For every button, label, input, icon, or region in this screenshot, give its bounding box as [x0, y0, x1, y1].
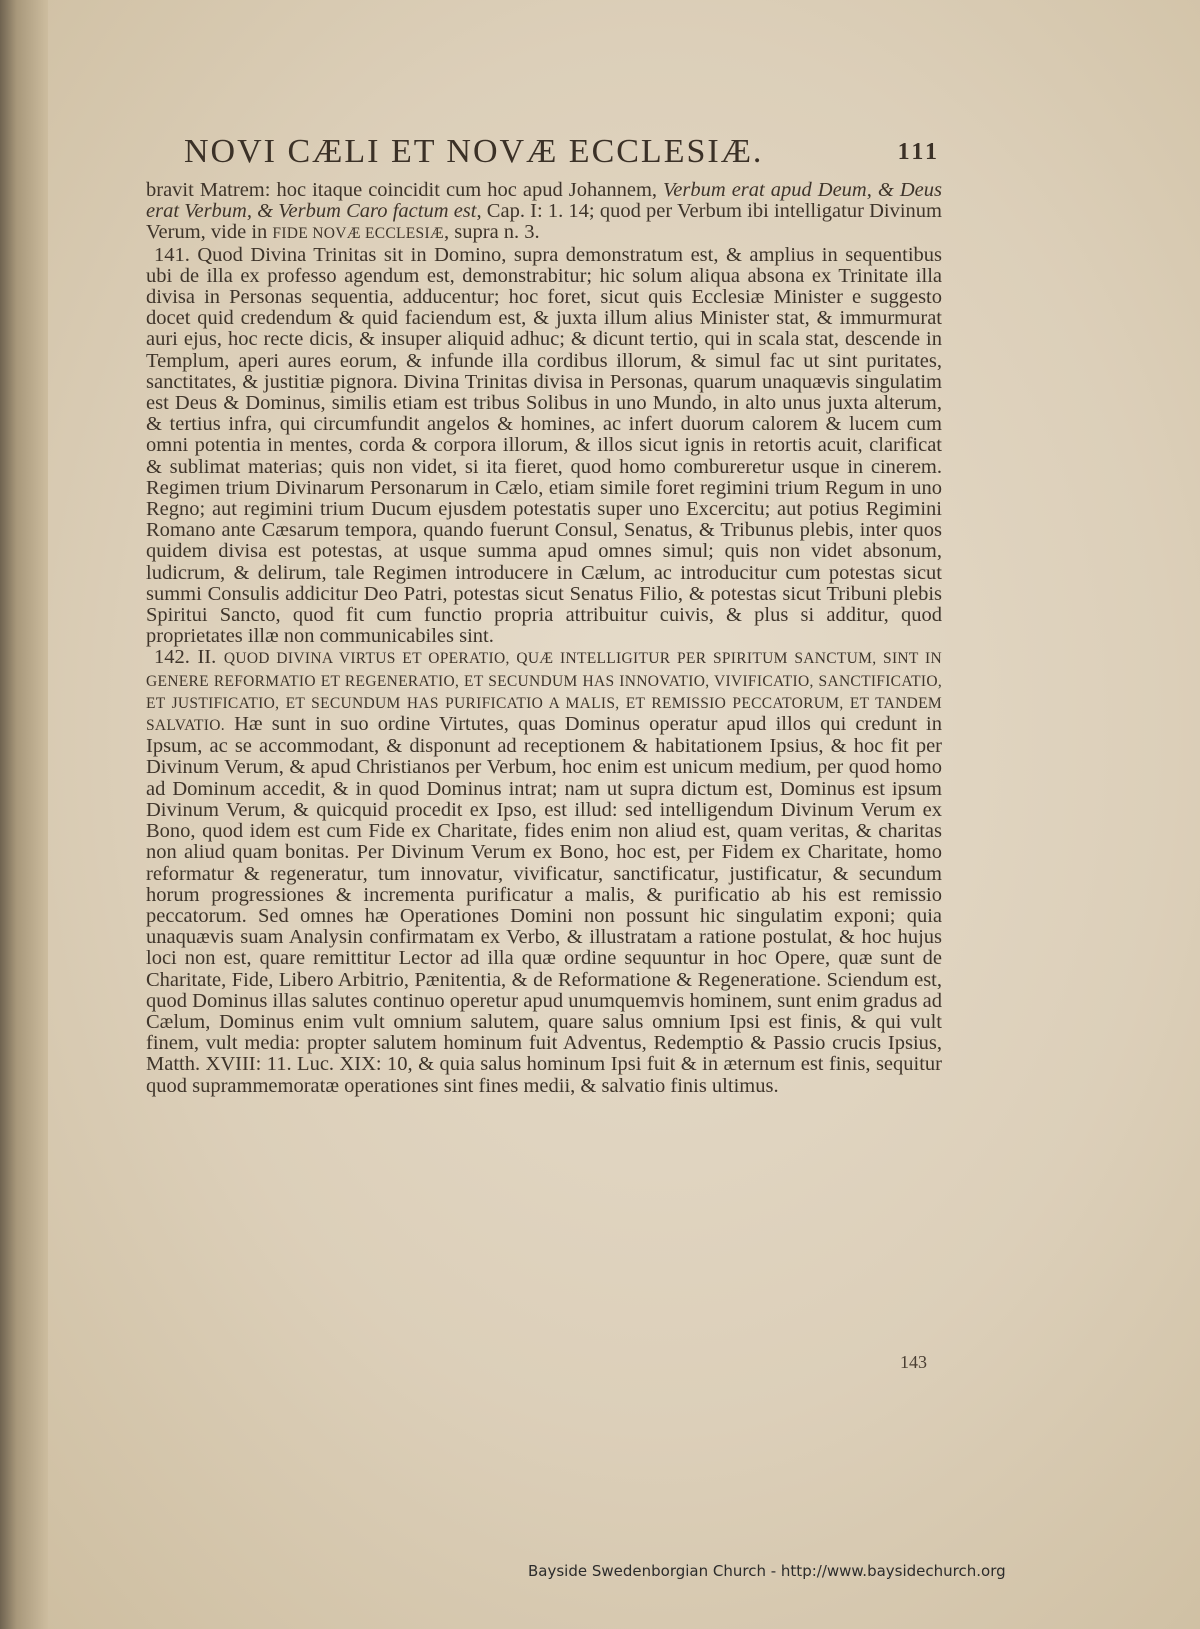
paragraph-141: 141. Quod Divina Trinitas sit in Domino, supra demonstratum est, & amplius in sequentibus ubi de illa ex professo agendum est, demonstrabitur; hic solum aliqua absona ex Trinitate illa divisa in Personas sequentia, adducentur; hoc foret, sicut quis Ecclesiæ Minister e suggesto docet quid credendum & quid faciendum est, & juxta illum alius Minister stat, & immurmurat auri ejus, hoc recte dicis, & insuper aliquid adhuc; & dicunt tertio, qui in scala stat, descende in Templum, aperi aures eorum, & infunde illa cordibus illorum, & simul fac ut sint puritates, sanctitates, & justitiæ pignora. Divina Trinitas divisa in Personas, quarum unaquævis singulatim est Deus & Dominus, similis etiam est tribus Solibus in uno Mundo, in alto unus juxta alterum, & tertius infra, qui circumfundit angelos & homines, ac infert duorum calorem & lucem cum omni potentia in mentes, corda & corpora illorum, & illos sicut ignis in retortis acuit, clarificat & sublimat materias; quis non videt, si ita fieret, quod homo combureretur usque in cinerem. Regimen trium Divinarum Personarum in Cælo, etiam simile foret regimini trium Regum in uno Regno; aut regimini trium Ducum ejusdem potestatis super uno Excercitu; aut potius Regimini Romano ante Cæsarum tempora, quando fuerunt Consul, Senatus, & Tribunus plebis, inter quos quidem divisa est potestas, at usque summa apud omnes simul; quis non videt absonum, ludicrum, & delirum, tale Regimen introducere in Cælum, ac introducitur cum potestas sicut summi Consulis addicitur Deo Patri, potestas sicut Senatus Filio, & potestas sicut Tribuni plebis Spiritui Sancto, quod fit cum functio propria attribuitur cuivis, & plus si additur, quod proprietates illæ non communicabiles sint.: [146, 243, 942, 648]
catchword: 143: [900, 1352, 927, 1372]
running-title: NOVI CÆLI ET NOVÆ ECCLESIÆ.: [184, 133, 764, 170]
main-text: [146, 180, 942, 1097]
text-run: , supra n. 3.: [444, 221, 540, 244]
small-caps-title: FIDE NOVÆ ECCLESIÆ: [272, 225, 445, 243]
page-gutter-shadow: [0, 0, 48, 1629]
page-header: [140, 133, 940, 183]
footer-credit: Bayside Swedenborgian Church - http://www.baysidechurch.org: [528, 1562, 1006, 1580]
page-number: 111: [897, 139, 940, 165]
text-run: Hæ sunt in suo ordine Virtutes, quas Dominus operatur apud illos qui credunt in Ipsum, ac se accommodant, & disponunt ad receptionem & habitationem Ipsius, & hoc fit per Divinum Verum, & apud Christianos per Verbum, hoc enim est unicum medium, per quod homo ad Dominum accedit, & in quod Dominus intrat; nam ut supra dictum est, Dominus est ipsum Divinum Verum, & quicquid procedit ex Ipso, est illud: sed intelligendum Divinum Verum ex Bono, quod idem est cum Fide ex Charitate, fides enim non aliud est, quam veritas, & charitas non aliud quam bonitas. Per Divinum Verum ex Bono, hoc est, per Fidem ex Charitate, homo reformatur & regeneratur, tum innovatur, vivificatur, sanctificatur, justificatur, & secundum horum progressiones & incrementa purificatur a malis, & purificatio ab his est remissio peccatorum. Sed omnes hæ Operationes Domini non possunt hic singulatim exponi; quia unaquævis suam Analysin confirmatam ex Verbo, & illustratam a ratione postulat, & hoc hujus loci non est, quare remittitur Lector ad illa quæ ordine sequuntur in hoc Opere, quæ sunt de Charitate, Fide, Libero Arbitrio, Pænitentia, & de Reformatione & Regeneratione. Sciendum est, quod Dominus illas salutes continuo operetur apud unumquemvis hominem, sunt enim gradus ad Cælum, Dominus enim vult omnium salutem, quare salus omnium Ipsi est finis, & qui vult finem, vult media: propter salutem hominum fuit Adventus, Redemptio & Passio crucis Ipsius, Matth. XVIII: 11. Luc. XIX: 10, & quia salus hominum Ipsi fuit & in æternum est finis, sequitur quod suprammemoratæ operationes sint fines medii, & salvatio finis ultimus.: [146, 713, 942, 1097]
small-caps-heading: QUOD DIVINA VIRTUS ET OPERATIO, QUÆ INTELLIGITUR PER SPIRITUM SANCTUM, SINT IN GENERE REFORMATIO ET REGENERATIO, ET SECUNDUM HAS INNOVATIO, VIVIFICATIO, SANCTIFICATIO, ET JUSTIFICATIO, ET SECUNDUM HAS PURIFICATIO A MALIS, ET REMISSIO PECCATORUM, ET TANDEM SALVATIO.: [146, 650, 942, 735]
paragraph-continuation: [146, 180, 942, 245]
text-run: bravit Matrem: hoc itaque coincidit cum hoc apud Johannem,: [146, 179, 664, 201]
section-number: 142. II.: [154, 646, 224, 669]
paragraph-142: [146, 647, 942, 1096]
italic-quote: Verbum erat apud Deum, & Deus erat Verbum, & Verbum Caro factum est: [146, 179, 942, 223]
text-run: , Cap. I: 1. 14; quod per Verbum ibi intelligatur Divinum Verum, vide in: [146, 200, 942, 244]
